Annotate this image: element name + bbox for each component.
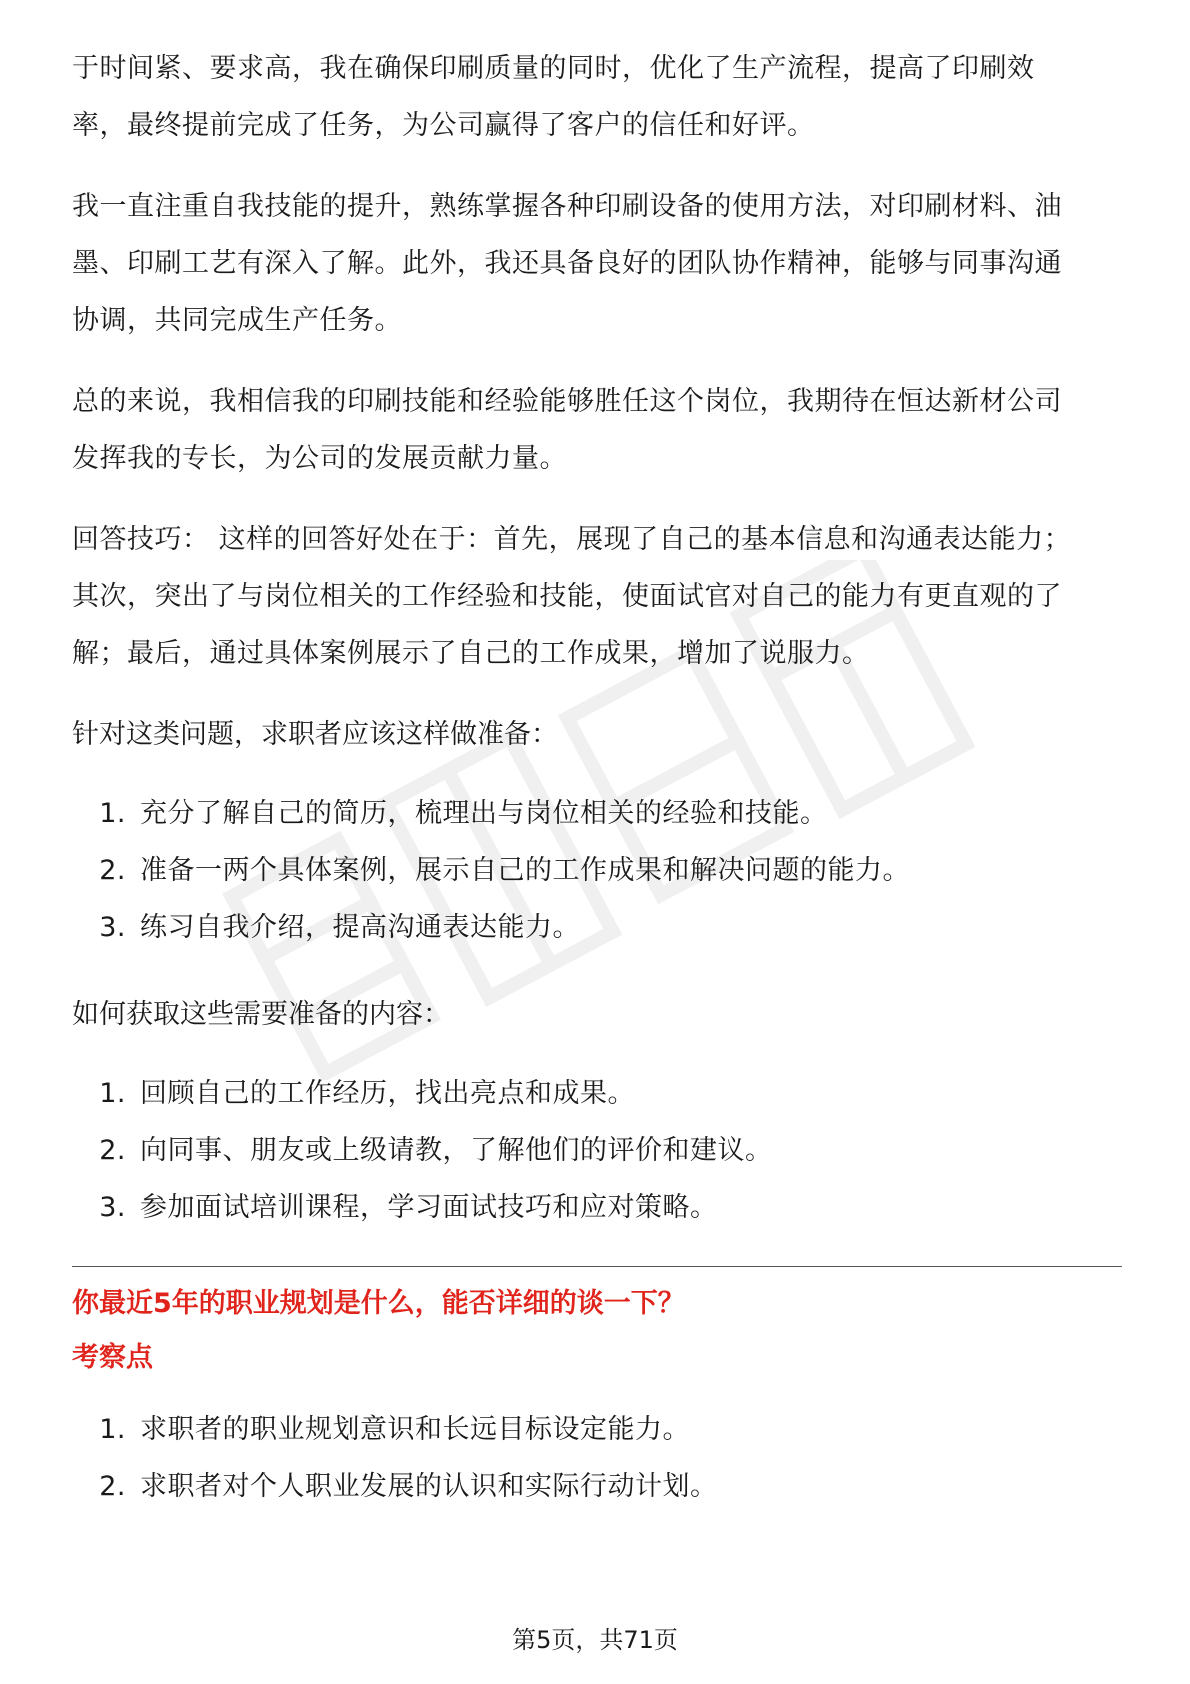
prep-heading: 针对这类问题，求职者应该这样做准备： xyxy=(72,719,558,750)
text-line: 总的来说，我相信我的印刷技能和经验能够胜任这个岗位，我期待在恒达新材公司 xyxy=(72,386,1062,417)
page-number: 第5页，共71页 xyxy=(512,1626,678,1654)
list-item xyxy=(72,785,1122,842)
list-item xyxy=(72,1179,1122,1236)
list-number: 1. xyxy=(99,798,126,829)
list-text: 练习自我介绍，提高沟通表达能力。 xyxy=(140,912,580,943)
list-text: 准备一两个具体案例，展示自己的工作成果和解决问题的能力。 xyxy=(140,855,910,886)
list-number: 2. xyxy=(99,1135,126,1166)
list-text: 回顾自己的工作经历，找出亮点和成果。 xyxy=(140,1078,635,1109)
text-line: 我一直注重自我技能的提升，熟练掌握各种印刷设备的使用方法，对印刷材料、油 xyxy=(72,191,1062,222)
list-item xyxy=(72,842,1122,899)
list-item xyxy=(72,899,1122,956)
text-line: 回答技巧： 这样的回答好处在于：首先，展现了自己的基本信息和沟通表达能力； xyxy=(72,524,1072,555)
text-line: 于时间紧、要求高，我在确保印刷质量的同时，优化了生产流程，提高了印刷效 xyxy=(72,53,1035,84)
list-item xyxy=(72,1458,1122,1515)
list-number: 2. xyxy=(99,855,126,886)
text-line: 解；最后，通过具体案例展示了自己的工作成果，增加了说服力。 xyxy=(72,638,870,669)
list-text: 充分了解自己的简历，梳理出与岗位相关的经验和技能。 xyxy=(140,798,828,829)
prep-list xyxy=(72,785,1122,956)
paragraph-conclusion xyxy=(72,373,1122,487)
list-number: 1. xyxy=(99,1414,126,1445)
text-line: 其次，突出了与岗位相关的工作经验和技能，使面试官对自己的能力有更直观的了 xyxy=(72,581,1062,612)
list-number: 1. xyxy=(99,1078,126,1109)
section-divider xyxy=(72,1266,1122,1267)
question-title: 你最近5年的职业规划是什么，能否详细的谈一下？ xyxy=(72,1288,685,1319)
list-text: 参加面试培训课程，学习面试技巧和应对策略。 xyxy=(140,1192,718,1223)
list-item xyxy=(72,1401,1122,1458)
list-item xyxy=(72,1065,1122,1122)
obtain-heading: 如何获取这些需要准备的内容： xyxy=(72,999,450,1030)
document-page xyxy=(72,40,1122,1545)
list-item xyxy=(72,1122,1122,1179)
list-number: 3. xyxy=(99,1192,126,1223)
list-number: 2. xyxy=(99,1471,126,1502)
paragraph-skills xyxy=(72,178,1122,349)
paragraph-answer-tips xyxy=(72,511,1122,682)
obtain-list xyxy=(72,1065,1122,1236)
text-line: 发挥我的专长，为公司的发展贡献力量。 xyxy=(72,443,567,474)
list-text: 求职者的职业规划意识和长远目标设定能力。 xyxy=(140,1414,690,1445)
list-number: 3. xyxy=(99,912,126,943)
assessment-list xyxy=(72,1401,1122,1515)
text-line: 协调，共同完成生产任务。 xyxy=(72,305,402,336)
paragraph-experience-summary xyxy=(72,40,1122,154)
question-subheading: 考察点 xyxy=(72,1342,153,1373)
list-text: 求职者对个人职业发展的认识和实际行动计划。 xyxy=(140,1471,718,1502)
list-text: 向同事、朋友或上级请教，了解他们的评价和建议。 xyxy=(140,1135,773,1166)
text-line: 墨、印刷工艺有深入了解。此外，我还具备良好的团队协作精神，能够与同事沟通 xyxy=(72,248,1062,279)
text-line: 率，最终提前完成了任务，为公司赢得了客户的信任和好评。 xyxy=(72,110,815,141)
